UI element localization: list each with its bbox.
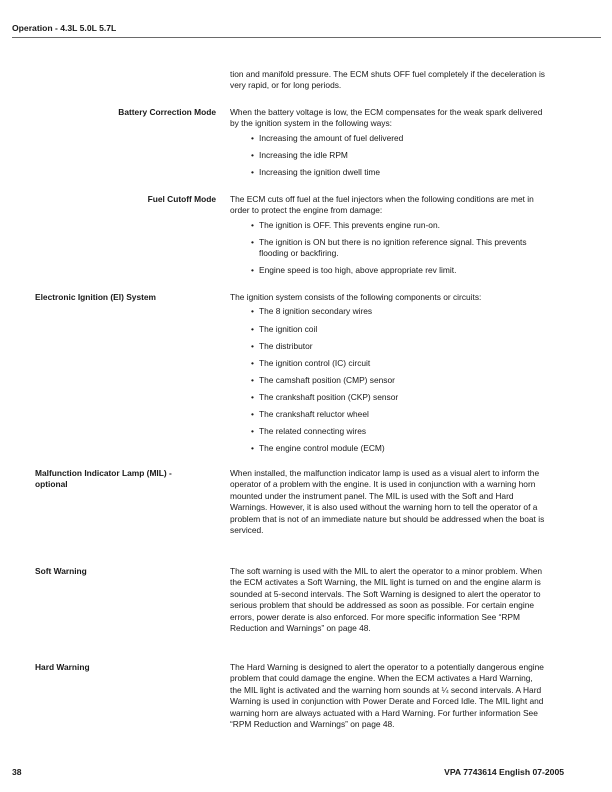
section-body-malfunction-indicator-lamp — [230, 468, 546, 536]
document-id: VPA 7743614 English 07-2005 — [444, 767, 564, 777]
list-item: • The engine control module (ECM) — [251, 443, 546, 454]
section-label-fuel-cutoff-mode: Fuel Cutoff Mode — [147, 194, 216, 204]
bullet-list — [230, 306, 546, 454]
section-intro: The ignition system consists of the following components or circuits: — [230, 292, 482, 302]
list-item: • The 8 ignition secondary wires — [251, 306, 546, 317]
list-item: • The crankshaft position (CKP) sensor — [251, 392, 546, 403]
list-item: • The distributor — [251, 341, 546, 352]
section-label-soft-warning: Soft Warning — [35, 566, 87, 576]
list-item: • The camshaft position (CMP) sensor — [251, 375, 546, 386]
list-item: • Increasing the amount of fuel delivered — [251, 133, 546, 144]
running-header: Operation - 4.3L 5.0L 5.7L — [12, 23, 601, 38]
list-item: • The related connecting wires — [251, 426, 546, 437]
continuation-paragraph — [230, 69, 546, 92]
section-text: The Hard Warning is designed to alert the operator to a potentially dangerous engine problem that could damage the engine. When the ECM activates a Hard Warning, the MIL light is activated and the warning horn sounds at ¼ second intervals. A Hard Warning is used in conjunction with Power Derate and Forced Idle. The MIL light and warning horn are always actuated with a Hard Warning. For further information See “RPM Reduction and Warnings” on page 48. — [230, 662, 544, 730]
list-item: • Engine speed is too high, above appropriate rev limit. — [251, 265, 546, 276]
section-label-electronic-ignition-system: Electronic Ignition (EI) System — [35, 292, 156, 302]
section-body-electronic-ignition-system — [230, 292, 546, 460]
section-label-hard-warning: Hard Warning — [35, 662, 90, 672]
section-body-battery-correction-mode — [230, 107, 546, 184]
list-item: • The ignition coil — [251, 324, 546, 335]
list-item: • The ignition control (IC) circuit — [251, 358, 546, 369]
list-item: • The crankshaft reluctor wheel — [251, 409, 546, 420]
bullet-list — [230, 133, 546, 179]
continuation-text: tion and manifold pressure. The ECM shuts OFF fuel completely if the deceleration is very rapid, or for long periods. — [230, 69, 545, 91]
list-item: • Increasing the ignition dwell time — [251, 167, 546, 178]
page-number: 38 — [12, 767, 22, 777]
bullet-list — [230, 220, 546, 277]
section-body-hard-warning — [230, 662, 546, 730]
list-item: • Increasing the idle RPM — [251, 150, 546, 161]
section-intro: The ECM cuts off fuel at the fuel injectors when the following conditions are met in order to protect the engine from damage: — [230, 194, 534, 216]
section-body-soft-warning — [230, 566, 546, 634]
section-body-fuel-cutoff-mode — [230, 194, 546, 283]
section-text: The soft warning is used with the MIL to alert the operator to a minor problem. When the ECM activates a Soft Warning, the MIL light is turned on and the engine alarm is sounded at 5-second intervals. The Soft Warning is designed to alert the operator to serious problem that should be addressed as soon as possible. For certain engine errors, power derate is also enforced. For more specific information See “RPM Reduction and Warnings” on page 48. — [230, 566, 543, 634]
section-intro: When the battery voltage is low, the ECM compensates for the weak spark delivered by the ignition system in the following ways: — [230, 107, 543, 129]
section-label-malfunction-indicator-lamp: Malfunction Indicator Lamp (MIL) - optional — [35, 468, 172, 490]
section-text: When installed, the malfunction indicator lamp is used as a visual alert to inform the operator of a problem with the engine. It is used in conjunction with a warning horn mounted under the instrument panel. The MIL is used with the Soft and Hard Warnings. However, it is also used without the warning horn to tell the operator of a problem that is not of an immediate nature but should be addressed when the boat is serviced. — [230, 468, 545, 536]
list-item: • The ignition is OFF. This prevents engine run-on. — [251, 220, 546, 231]
list-item: • The ignition is ON but there is no ignition reference signal. This prevents flooding or backfiring. — [251, 237, 546, 260]
section-label-battery-correction-mode: Battery Correction Mode — [118, 107, 216, 117]
